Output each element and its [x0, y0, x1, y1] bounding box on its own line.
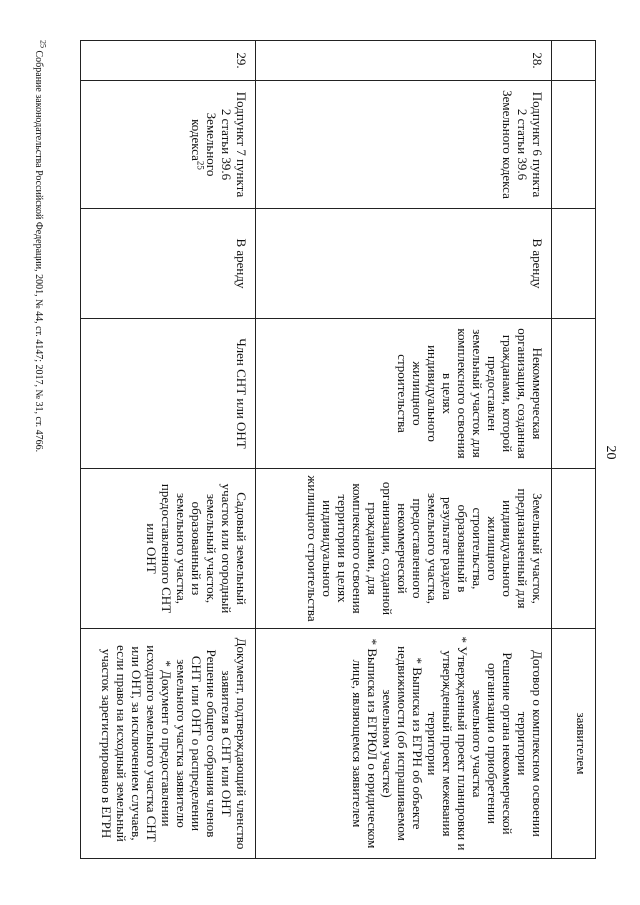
document-item: Решение органа некоммерческой организации о приобретении земельного участка	[470, 652, 515, 835]
row-documents	[81, 629, 256, 859]
row-applicant: Член СНТ или ОНТ	[81, 319, 256, 469]
table-row	[256, 41, 552, 859]
regulation-table	[80, 40, 596, 859]
document-item: Договор о комплексном освоении территории	[515, 650, 545, 837]
row-provision-type: В аренду	[256, 209, 552, 319]
row-applicant: Некоммерческая организация, созданная гражданами, которой предоставлен земельный участок для комплексного освоения в целях индивидуального жилищного строительства	[256, 319, 552, 469]
document-item: * Выписка из ЕГРЮЛ о юридическом лице, являющемся заявителем	[350, 638, 380, 849]
footnote-marker: 25	[38, 40, 48, 48]
footnote-text: Собрание законодательства Российской Федерации, 2001, № 44, ст. 4147; 2017, № 31, ст. 4766.	[33, 50, 44, 453]
row-land-plot: Земельный участок, предназначенный для индивидуального жилищного строительства, образованный в результате раздела земельного участка, предоставленного некоммерческой организации, созданной гражданами, для комплексного освоения территории в целях индивидуального жилищного строительства	[256, 469, 552, 629]
continuation-cell: заявителем	[552, 629, 596, 859]
page-number: 20	[603, 445, 618, 460]
footnote-ref: 25	[195, 160, 206, 170]
table-row-continuation	[552, 41, 596, 859]
row-land-plot: Садовый земельный участок или огородный земельный участок, образованный из земельного участка, предоставленного СНТ или ОНТ	[81, 469, 256, 629]
footnote	[33, 40, 48, 453]
row-documents	[256, 629, 552, 859]
row-number: 29.	[81, 41, 256, 81]
table-row	[81, 41, 256, 859]
document-item: * Документ о предоставлении исходного земельного участка СНТ или ОНТ, за исключением случаев, если право на исходный земельный участок зарегистрировано в ЕГРН	[99, 645, 174, 842]
row-provision-type: В аренду	[81, 209, 256, 319]
document-item: * Утвержденный проект планировки и утвержденный проект межевания территории	[425, 636, 470, 851]
row-number: 28.	[256, 41, 552, 81]
row-legal-basis: Подпункт 7 пункта 2 статьи 39.6 Земельного кодекса$^{25}$	[81, 81, 256, 209]
document-item: * Выписка из ЕГРН об объекте недвижимости (об испрашиваемом земельном участке)	[380, 646, 425, 841]
document-item: Решение общего собрания членов СНТ или ОНТ о распределении земельного участка заявителю	[174, 649, 219, 838]
document-item: Документ, подтверждающий членство заявителя в СНТ или ОНТ	[219, 637, 249, 850]
row-legal-basis: Подпункт 6 пункта 2 статьи 39.6 Земельного кодекса	[256, 81, 552, 209]
